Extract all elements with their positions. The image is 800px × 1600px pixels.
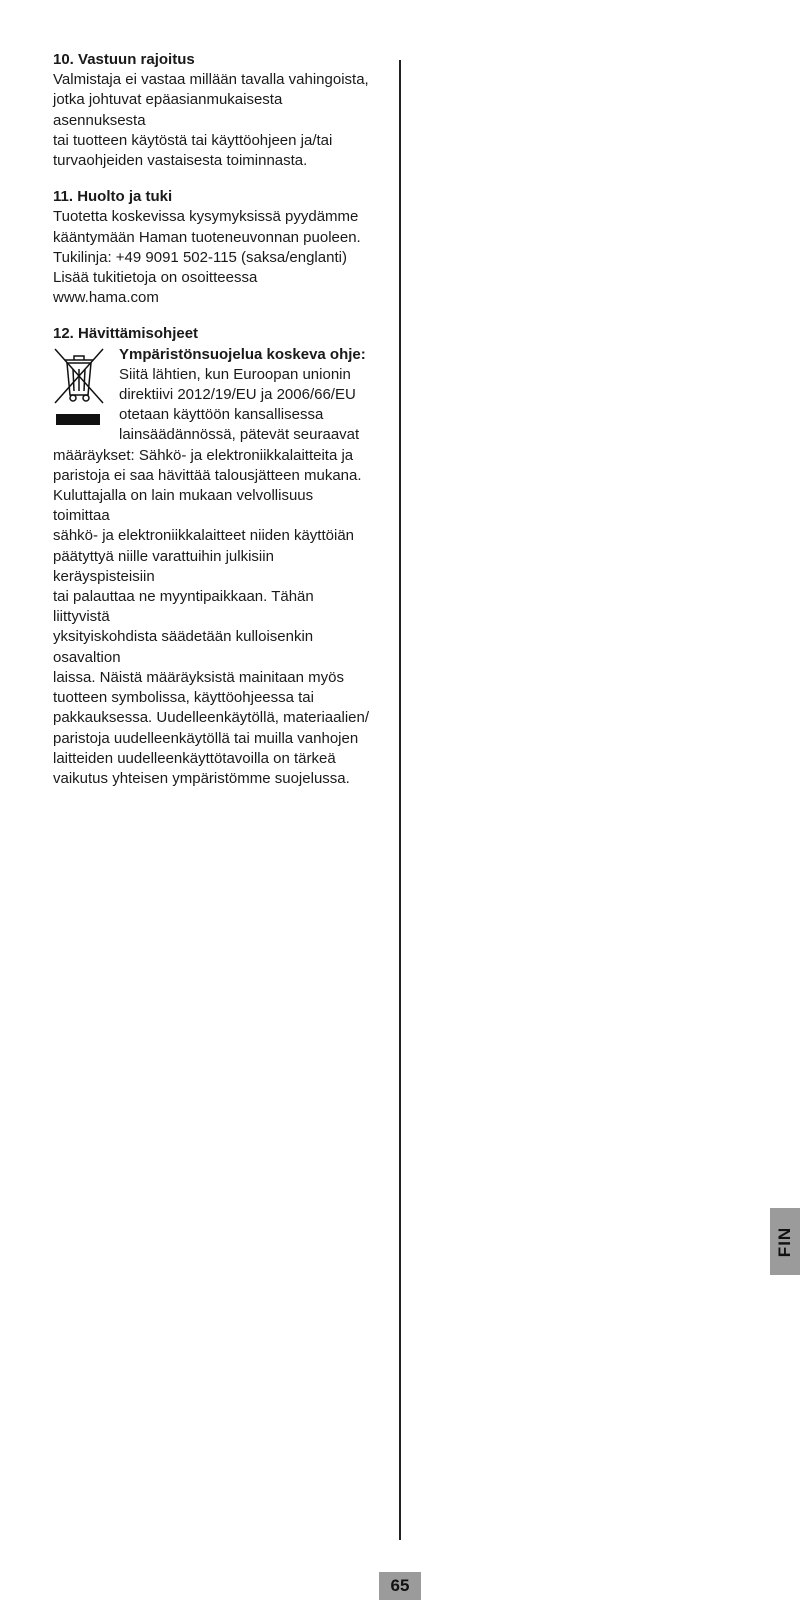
language-tab [770, 1208, 800, 1275]
paragraph-line: laissa. Näistä määräyksistä mainitaan myös [53, 668, 344, 686]
paragraph-line: sähkö- ja elektroniikkalaitteet niiden käyttöiän [53, 527, 355, 545]
paragraph-line: paristoja uudelleenkäytöllä tai muilla vanhojen [53, 729, 359, 747]
paragraph-line: päätyttyä niille varattuihin julkisiin keräyspisteisiin [53, 547, 274, 585]
paragraph-line: turvaohjeiden vastaisesta toiminnasta. [53, 152, 308, 170]
paragraph-line: Tuotetta koskevissa kysymyksissä pyydämme [53, 208, 359, 226]
paragraph-line: tuotteen symbolissa, käyttöohjeessa tai [53, 689, 314, 707]
section-liability [53, 50, 373, 171]
weee-icon [53, 347, 105, 427]
section-title: 10. Vastuun rajoitus [53, 51, 195, 68]
paragraph-line: yksityiskohdista säädetään kulloisenkin osavaltion [53, 628, 314, 666]
paragraph-line: Valmistaja ei vastaa millään tavalla vahingoista, [53, 71, 369, 89]
section-title: 11. Huolto ja tuki [53, 188, 173, 206]
paragraph-line: jotka johtuvat epäasianmukaisesta asennuksesta [53, 91, 283, 129]
paragraph-line: laitteiden uudelleenkäyttötavoilla on tärkeä [53, 749, 336, 767]
paragraph-line: lainsäädännössä, pätevät seuraavat [119, 426, 360, 444]
paragraph-line: Lisää tukitietoja on osoitteessa [53, 269, 258, 287]
paragraph-line: kääntymään Haman tuoteneuvonnan puoleen. [53, 228, 361, 246]
disposal-body [53, 345, 373, 789]
paragraph-line: pakkauksessa. Uudelleenkäytöllä, materiaalien/ [53, 709, 370, 727]
paragraph-line: direktiivi 2012/19/EU ja 2006/66/EU [119, 386, 356, 404]
paragraph-line: tai tuotteen käytöstä tai käyttöohjeen ja/tai [53, 131, 333, 149]
language-label: FIN [775, 1226, 795, 1257]
paragraph-line: Siitä lähtien, kun Euroopan unionin [119, 365, 351, 383]
paragraph-line: määräykset: Sähkö- ja elektroniikkalaitteita ja [53, 446, 354, 464]
paragraph-line: tai palauttaa ne myyntipaikkaan. Tähän liittyvistä [53, 588, 314, 626]
paragraph-line: Tukilinja: +49 9091 502-115 (saksa/englanti) [53, 248, 347, 266]
column-divider [399, 60, 401, 1540]
section-title: 12. Hävittämisohjeet [53, 325, 199, 343]
paragraph-line: otetaan käyttöön kansallisessa [119, 406, 324, 424]
paragraph-line: www.hama.com [53, 289, 159, 307]
weee-bar [56, 414, 100, 425]
crossed-out-wheelie-bin-icon [53, 347, 105, 405]
paragraph-line: Kuluttajalla on lain mukaan velvollisuus toimittaa [53, 487, 314, 525]
page-number: 65 [379, 1572, 421, 1600]
section-service-support [53, 187, 373, 308]
left-column [53, 50, 373, 805]
disposal-lead: Ympäristönsuojelua koskeva ohje: [119, 345, 366, 363]
paragraph-line: vaikutus yhteisen ympäristömme suojelussa. [53, 769, 350, 787]
section-disposal [53, 324, 373, 789]
paragraph-line: paristoja ei saa hävittää talousjätteen mukana. [53, 466, 362, 484]
